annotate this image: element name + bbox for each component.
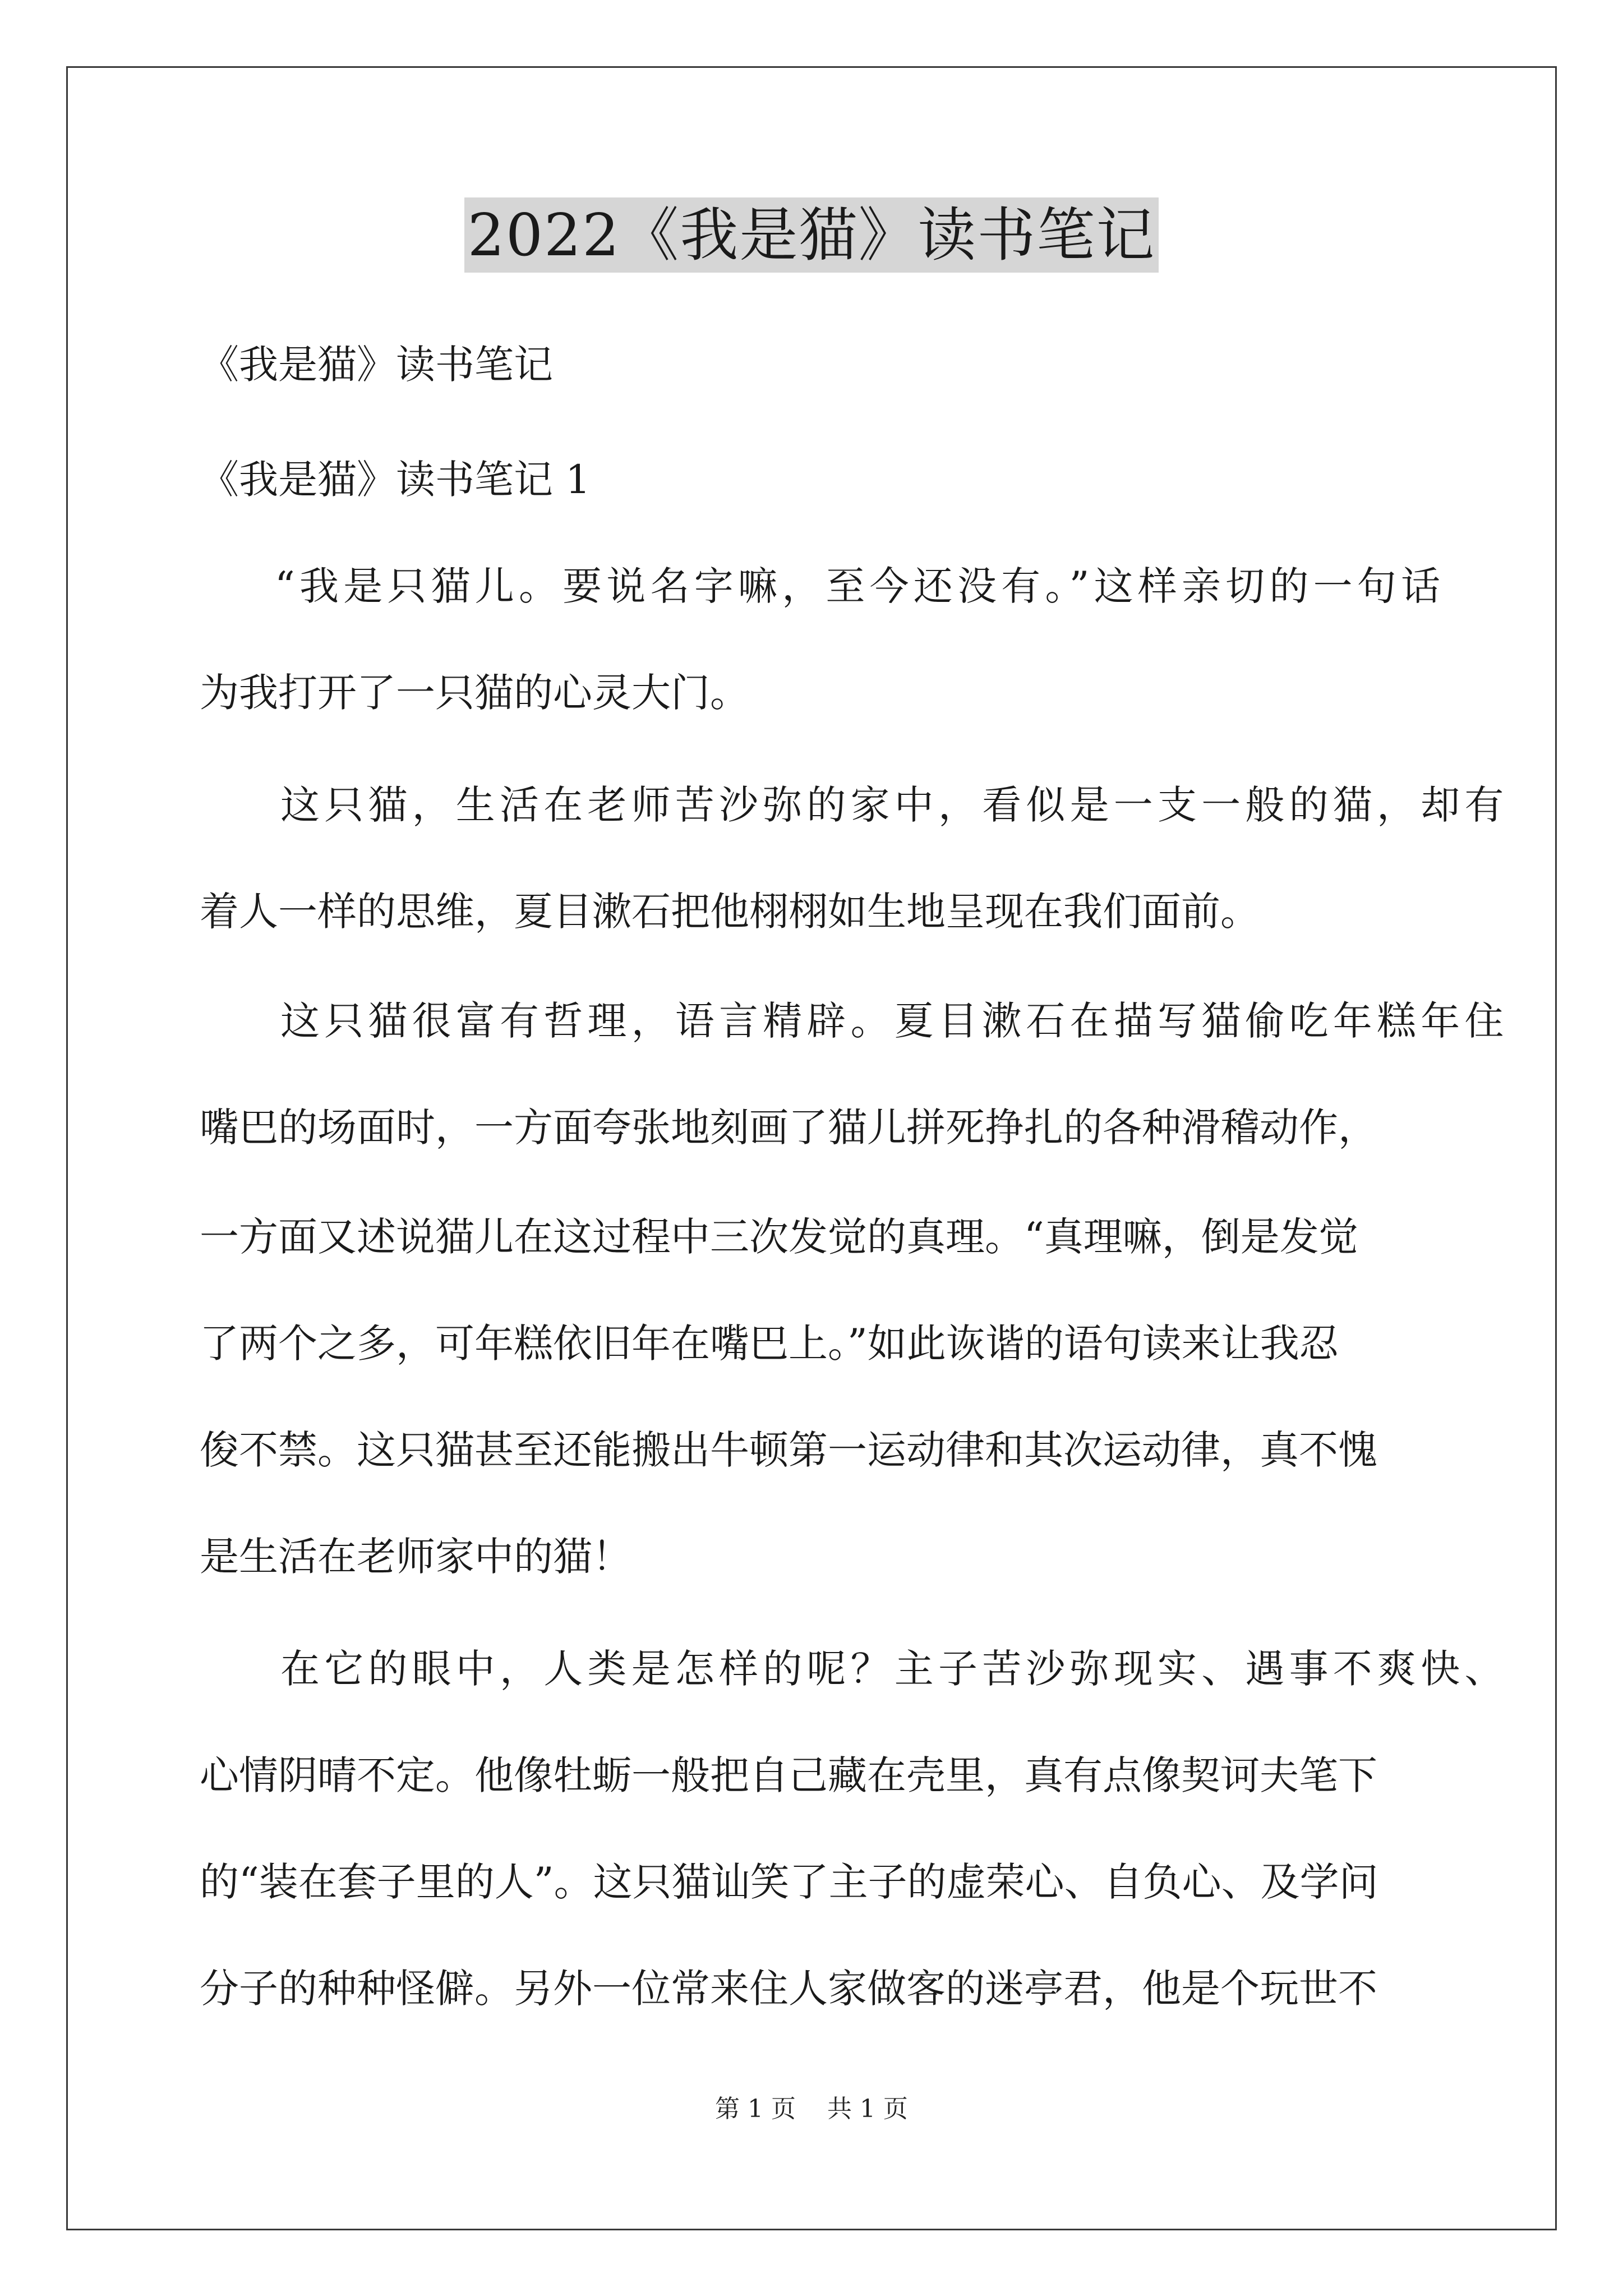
paragraph-line: 的“装在套子里的人”。这只猫讪笑了主子的虚荣心、自负心、及学问 — [200, 1859, 1378, 1905]
page-footer: 第 1 页 共 1 页 — [715, 2095, 908, 2123]
paragraph-line: 俊不禁。这只猫甚至还能搬出牛顿第一运动律和其次运动律，真不愧 — [200, 1427, 1377, 1473]
document-title: 2022《我是猫》读书笔记 — [464, 197, 1159, 273]
title-block — [0, 197, 1623, 273]
paragraph-line: 嘴巴的场面时，一方面夸张地刻画了猫儿拼死挣扎的各种滑稽动作， — [200, 1105, 1377, 1151]
section-heading: 《我是猫》读书笔记 1 — [200, 457, 591, 503]
paragraph-line: 心情阴晴不定。他像牡蛎一般把自己藏在壳里，真有点像契诃夫笔下 — [200, 1752, 1377, 1798]
paragraph-line: 分子的种种怪僻。另外一位常来住人家做客的迷亭君，他是个玩世不 — [200, 1966, 1377, 2012]
paragraph-line: 这只猫很富有哲理，语言精辟。夏目漱石在描写猫偷吃年糕年住 — [280, 998, 1509, 1044]
paragraph-line: 着人一样的思维，夏目漱石把他栩栩如生地呈现在我们面前。 — [200, 889, 1260, 935]
subtitle: 《我是猫》读书笔记 — [200, 342, 553, 388]
paragraph-line: “我是只猫儿。要说名字嘛，至今还没有。”这样亲切的一句话 — [275, 563, 1445, 609]
paragraph-line: 是生活在老师家中的猫！ — [200, 1534, 631, 1580]
paragraph-line: 这只猫，生活在老师苦沙弥的家中，看似是一支一般的猫，却有 — [280, 782, 1509, 828]
paragraph-line: 在它的眼中，人类是怎样的呢？主子苦沙弥现实、遇事不爽快、 — [280, 1646, 1509, 1692]
paragraph-line: 一方面又述说猫儿在这过程中三次发觉的真理。“真理嘛，倒是发觉 — [200, 1214, 1358, 1260]
paragraph-line: 了两个之多，可年糕依旧年在嘴巴上。”如此诙谐的语句读来让我忍 — [200, 1320, 1339, 1366]
paragraph-line: 为我打开了一只猫的心灵大门。 — [200, 670, 749, 716]
